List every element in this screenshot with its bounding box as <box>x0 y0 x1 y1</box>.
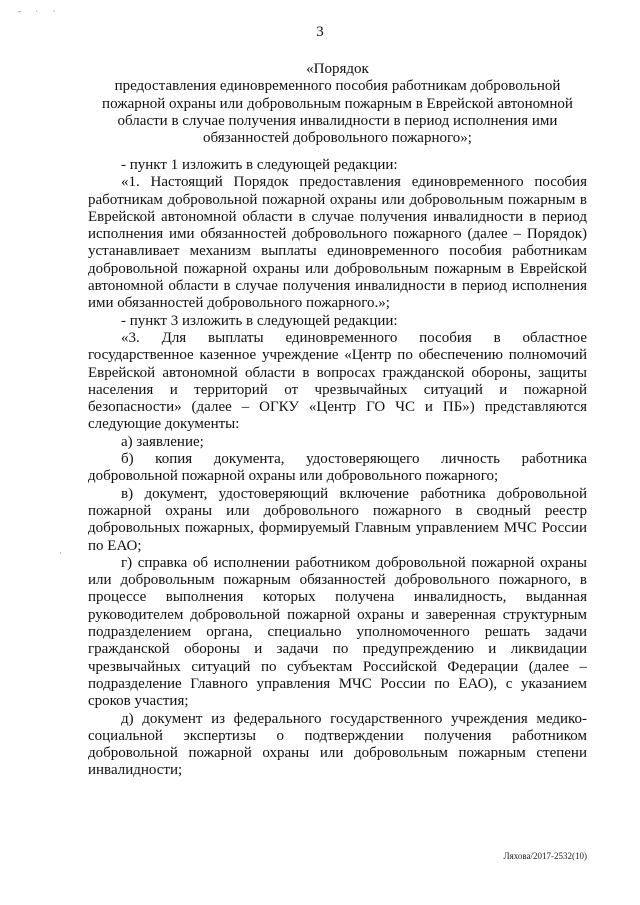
paragraph <box>88 451 587 486</box>
scan-specks: - · · <box>18 6 62 16</box>
paragraph-line: добровольной пожарной охраны или добровольным пожарным степени <box>88 745 587 762</box>
paragraph-line: - пункт 3 изложить в следующей редакции: <box>121 312 398 329</box>
footer-reference: Ляхова/2017-2532(10) <box>503 851 587 861</box>
paragraph-line: Еврейской автономной области в случае получения инвалидности в период <box>88 208 587 225</box>
paragraph-line: в) документ, удостоверяющий включение работника добровольной <box>121 485 587 502</box>
paragraph-line: руководителем добровольной пожарной охраны и заверенная структурным <box>88 606 587 623</box>
paragraph-line: сроков участия; <box>88 693 189 710</box>
paragraph-line: добровольной пожарной охраны или добровольным пожарным в Еврейской <box>88 260 587 277</box>
paragraph-line: по ЕАО; <box>88 537 142 554</box>
paragraph-line: ими обязанностей добровольного пожарного.»; <box>88 295 390 312</box>
paragraph-line: Еврейской автономной области в вопросах гражданской обороны, защиты <box>88 364 587 381</box>
paragraph-line: г) справка об исполнении работником добровольной пожарной охраны <box>121 554 587 571</box>
paragraph-line: чрезвычайных ситуаций по субъектам Российской Федерации (далее – <box>88 658 587 675</box>
paragraph-line: инвалидности; <box>88 762 183 779</box>
paragraph-line: б) копия документа, удостоверяющего личность работника <box>121 451 587 468</box>
margin-mark: · <box>59 548 62 558</box>
title-line: области в случае получения инвалидности в период исполнения ими <box>117 112 558 129</box>
paragraph-line: следующие документы: <box>88 416 240 433</box>
document-body <box>88 157 587 780</box>
paragraph-line: а) заявление; <box>121 433 204 450</box>
paragraph <box>88 486 587 555</box>
paragraph-line: или добровольным пожарным обязанностей добровольного пожарного, в <box>88 572 587 589</box>
paragraph <box>88 174 587 312</box>
section-title <box>88 61 587 147</box>
paragraph-line: работникам добровольной пожарной охраны или добровольным пожарным в <box>88 191 587 208</box>
paragraph-line: населения и территорий от чрезвычайных ситуаций и пожарной <box>88 381 587 398</box>
paragraph-line: процессе выполнения которых получена инвалидность, выданная <box>88 589 587 606</box>
paragraph <box>88 313 587 330</box>
title-line: предоставления единовременного пособия работникам добровольной <box>114 78 561 95</box>
paragraph-line: безопасности» (далее – ОГКУ «Центр ГО ЧС и ПБ») представляются <box>88 399 587 416</box>
paragraph-line: «3. Для выплаты единовременного пособия в областное <box>121 329 587 346</box>
paragraph-line: пожарной охраны или добровольного пожарного в сводный реестр <box>88 502 587 519</box>
paragraph <box>88 330 587 434</box>
title-line: пожарной охраны или добровольным пожарным в Еврейской автономной <box>102 95 573 112</box>
paragraph-line: устанавливает механизм выплаты единовременного пособия работникам <box>88 243 587 260</box>
paragraph-line: государственное казенное учреждение «Центр по обеспечению полномочий <box>88 347 587 364</box>
paragraph-line: автономной области в случае получения инвалидности в период исполнения <box>88 278 587 295</box>
paragraph <box>88 555 587 711</box>
paragraph <box>88 434 587 451</box>
paragraph <box>88 157 587 174</box>
paragraph-line: социальной экспертизы о подтверждении получения работником <box>88 727 587 744</box>
paragraph-line: подразделением органа, специально уполномоченного решать задачи <box>88 624 587 641</box>
paragraph-line: гражданской обороны и задачи по предупреждению и ликвидации <box>88 641 587 658</box>
title-line: «Порядок <box>306 61 369 77</box>
paragraph-line: добровольных пожарных, формируемый Главным управлением МЧС России <box>88 520 587 537</box>
paragraph-line: подразделение Главного управления МЧС России по ЕАО), с указанием <box>88 675 587 692</box>
paragraph-line: - пункт 1 изложить в следующей редакции: <box>121 157 398 173</box>
paragraph-line: исполнения ими обязанностей добровольного пожарного (далее – Порядок) <box>88 226 587 243</box>
paragraph-line: д) документ из федерального государственного учреждения медико- <box>121 710 587 727</box>
paragraph <box>88 711 587 780</box>
paragraph-line: «1. Настоящий Порядок предоставления единовременного пособия <box>121 174 587 191</box>
title-line: обязанностей добровольного пожарного»; <box>203 130 472 147</box>
paragraph-line: добровольной пожарной охраны или добровольного пожарного; <box>88 468 499 485</box>
page-number: 3 <box>316 24 324 40</box>
